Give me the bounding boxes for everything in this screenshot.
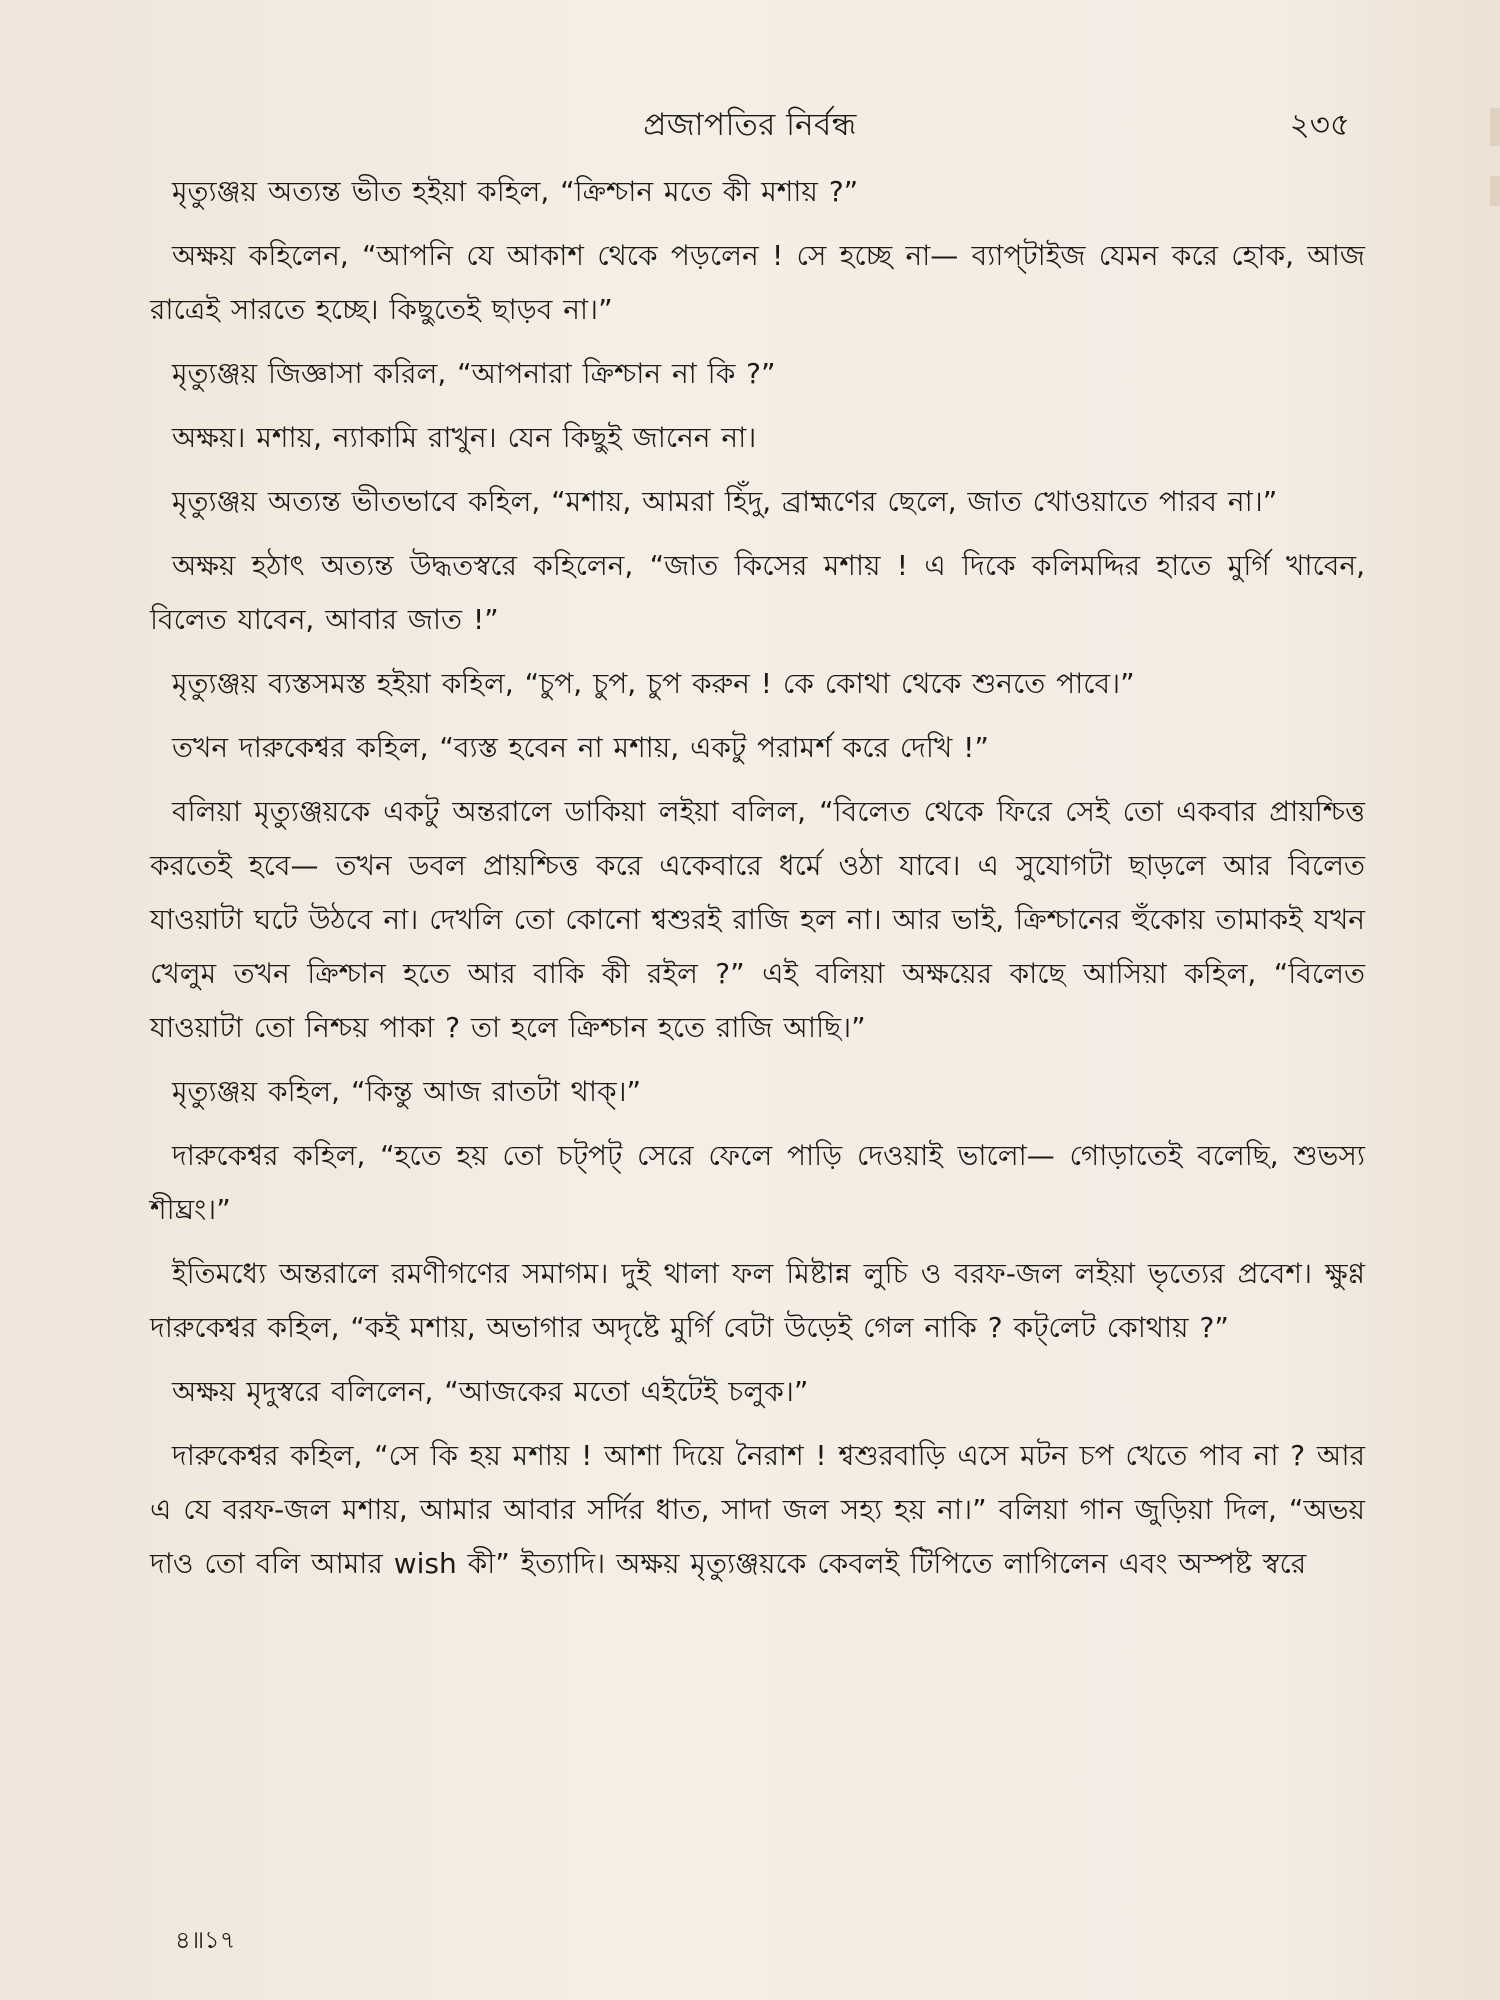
signature-mark: ৪॥১৭: [175, 1926, 236, 1954]
paragraph: মৃত্যুঞ্জয় জিজ্ঞাসা করিল, “আপনারা ক্রিশ্চান না কি ?”: [172, 357, 776, 390]
paragraph: বলিয়া মৃত্যুঞ্জয়কে একটু অন্তরালে ডাকিয়া লইয়া বলিল, “বিলেত থেকে ফিরে সেই তো একবার প্রায়শ্চিত্ত করতেই হবে— তখন ডবল প্রায়শ্চিত্ত করে একেবারে ধর্মে ওঠা যাবে। এ সুযোগটা ছাড়লে আর বিলেত যাওয়াটা ঘটে উঠবে না। দেখলি তো কোনো শ্বশুরই রাজি হল না। আর ভাই, ক্রিশ্চানের হুঁকোয় তামাকই যখন খেলুম তখন ক্রিশ্চান হতে আর বাকি কী রইল ?” এই বলিয়া অক্ষয়ের কাছে আসিয়া কহিল, “বিলেত যাওয়াটা তো নিশ্চয় পাকা ? তা হলে ক্রিশ্চান হতে রাজি আছি।”: [150, 795, 1365, 1044]
paragraph: অক্ষয় কহিলেন, “আপনি যে আকাশ থেকে পড়লেন ! সে হচ্ছে না— ব্যাপ্‌টাইজ যেমন করে হোক, আজ রাত্রেই সারতে হচ্ছে। কিছুতেই ছাড়ব না।”: [150, 239, 1365, 326]
paragraph: মৃত্যুঞ্জয় অত্যন্ত ভীত হইয়া কহিল, “ক্রিশ্চান মতে কী মশায় ?”: [172, 175, 859, 208]
paragraph: দারুকেশ্বর কহিল, “হতে হয় তো চট্‌পট্ সেরে ফেলে পাড়ি দেওয়াই ভালো— গোড়াতেই বলেছি, শুভস্য শীঘ্রং।”: [150, 1139, 1365, 1226]
page-header: [150, 100, 1350, 150]
paragraph: অক্ষয় মৃদুস্বরে বলিলেন, “আজকের মতো এইটেই চলুক।”: [172, 1375, 809, 1408]
page-edge-mark: [1490, 108, 1500, 146]
paragraph: মৃত্যুঞ্জয় ব্যস্তসমস্ত হইয়া কহিল, “চুপ, চুপ, চুপ করুন ! কে কোথা থেকে শুনতে পাবে।”: [172, 667, 1135, 700]
page-number: ২৩৫: [1289, 107, 1350, 143]
page-edge-mark: [1490, 176, 1500, 206]
paragraph: অক্ষয় হঠাৎ অত্যন্ত উদ্ধতস্বরে কহিলেন, “জাত কিসের মশায় ! এ দিকে কলিমদ্দির হাতে মুর্গি খাবেন, বিলেত যাবেন, আবার জাত !”: [150, 549, 1365, 636]
paragraph: মৃত্যুঞ্জয় কহিল, “কিন্তু আজ রাতটা থাক্।”: [172, 1075, 642, 1108]
body-text: [150, 165, 1365, 1601]
paragraph: অক্ষয়। মশায়, ন্যাকামি রাখুন। যেন কিছুই জানেন না।: [172, 421, 757, 454]
paragraph: ইতিমধ্যে অন্তরালে রমণীগণের সমাগম। দুই থালা ফল মিষ্টান্ন লুচি ও বরফ-জল লইয়া ভৃত্যের প্রবেশ। ক্ষুণ্ণ দারুকেশ্বর কহিল, “কই মশায়, অভাগার অদৃষ্টে মুর্গি বেটা উড়েই গেল নাকি ? কট্‌লেট কোথায় ?”: [150, 1257, 1365, 1344]
paragraph: দারুকেশ্বর কহিল, “সে কি হয় মশায় ! আশা দিয়ে নৈরাশ ! শ্বশুরবাড়ি এসে মটন চপ খেতে পাব না ? আর এ যে বরফ-জল মশায়, আমার আবার সর্দির ধাত, সাদা জল সহ্য হয় না।” বলিয়া গান জুড়িয়া দিল, “অভয় দাও তো বলি আমার wish কী” ইত্যাদি। অক্ষয় মৃত্যুঞ্জয়কে কেবলই টিপিতে লাগিলেন এবং অস্পষ্ট স্বরে: [150, 1439, 1365, 1580]
paragraph: তখন দারুকেশ্বর কহিল, “ব্যস্ত হবেন না মশায়, একটু পরামর্শ করে দেখি !”: [172, 731, 989, 764]
paragraph: মৃত্যুঞ্জয় অত্যন্ত ভীতভাবে কহিল, “মশায়, আমরা হিঁদু, ব্রাহ্মণের ছেলে, জাত খোওয়াতে পারব না।”: [172, 485, 1278, 518]
running-title: প্রজাপতির নির্বন্ধ: [643, 107, 857, 143]
